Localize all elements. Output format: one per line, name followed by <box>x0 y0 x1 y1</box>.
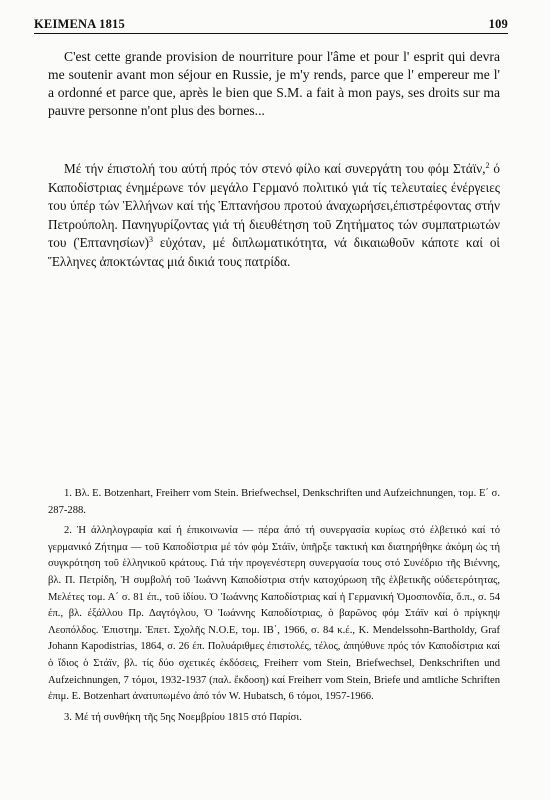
footnote-2: 2. Ἡ άλληλογραφία καί ή έπικοινωνία — πέρα άπό τή συνεργασία κυρίως στό έλβετικό καί τό γερμανικό Ζήτημα — τοῦ Καποδίστρια μέ τόν φόμ Στάϊν, ὑπῆρξε τακτική και διατηρήθηκε ἀκόμη ὡς τή συγκρότηση τοῦ ἑλληνικοῦ κράτους. Γιά τήν προγενέστερη συνεργασία τους στό Συνέδριο τῆς Βιέννης, βλ. Π. Πετρίδη, Ἡ συμβολή τοῦ Ἰωάννη Καποδίστρια στήν κατοχύρωση τῆς ἑλβετικῆς οὐδετερότητας, Μελέτες τομ. Α΄ σ. 81 έπ., τοῦ ἰδίου. Ὁ Ἰωάννης Καποδίστριας καί ἡ Γερμανική Ὁμοσπονδία, ὅ.π., σ. 54 έπ., βλ. έξάλλου Πρ. Δαγτόγλου, Ὁ Ἰωάννης Καποδίστριας, ὁ βαρῶνος φόμ Στάϊν καί ὁ πρίγκηψ Λεοπόλδος. Ἐπιστημ. Ἐπετ. Σχολῆς Ν.Ο.Ε, τομ. ΙΒ΄, 1966, σ. 84 κ.έ., K. Mendelssohn-Bartholdy, Graf Johann Kapodistrias, 1864, σ. 26 έπ. Πολυάριθμες ἐπιστολές, τέλος, ἀπηύθυνε πρός τόν Καποδίστρια καί ὁ ἴδιος ὁ Στάϊν, βλ. τίς δύο σχετικές ἐκδόσεις, Freiherr vom Stein, Briefwechsel, Denkschriften und Aufzeichnungen, 7 τόμοι, 1932-1937 (παλ. ἔκδοση) καί Freiherr vom Stein, Briefe und amtliche Schriften ἐπιμ. E. Botzenhart ἀνατυπωμένο ἀπό τόν W. Hubatsch, 6 τόμοι, 1957-1966. <box>48 525 500 703</box>
footnote-3: 3. Μέ τή συνθήκη τῆς 5ης Νοεμβρίου 1815 στό Παρίσι. <box>64 711 302 723</box>
footnote-1: 1. Βλ. E. Botzenhart, Freiherr vom Stein. Briefwechsel, Denkschriften und Aufzeichnungen, τομ. Ε΄ σ. 287-288. <box>48 488 500 516</box>
running-title: KEIMENA 1815 <box>34 17 125 31</box>
footnotes <box>48 486 500 730</box>
page-number: 109 <box>488 17 508 31</box>
greek-text-block <box>48 160 500 271</box>
greek-paragraph-part2: ό Καποδίστριας ένημέρωνε τόν μεγάλο Γερμανό πολιτικό γιά τίς τελευταίες ένέργειες του ύπέρ τών Ἑλλήνων καί τής Ἑπτανήσου προτού άναχωρήσει,έπιστρέφοντας στήν Πετρούπολη. Πανηγυρίζοντας γιά τή διευθέτηση τοῦ Ζητήματος τών συμπατριωτών του (Ἑπτανησίων) <box>48 161 501 250</box>
footnote-ref-2: 2 <box>485 161 490 170</box>
running-header <box>34 12 508 32</box>
greek-paragraph-part1: Μέ τήν έπιστολή του αύτή πρός τόν στενό φίλο καί συνεργάτη του φόμ Στάϊν, <box>64 161 486 176</box>
french-quote-block <box>48 48 500 120</box>
greek-paragraph <box>48 160 500 271</box>
greek-paragraph-part3: εὐχόταν, μέ διπλωματικότητα, νά δικαιωθοῦν κάποτε καί οἱ Ἕλληνες ἀποκτώντας μιά δικιά τους πατρίδα. <box>48 235 500 269</box>
footnote-ref-3: 3 <box>149 235 154 244</box>
french-paragraph: C'est cette grande provision de nourriture pour l'âme et pour l' esprit qui devra me soutenir avant mon séjour en Russie, je m'y rends, parce que l' empereur me l' a ordonné et parce que, après le bien que S.M. a fait à mon pays, ses droits sur ma pauvre personne n'ont plus des bornes... <box>48 49 500 118</box>
header-rule <box>34 33 508 34</box>
